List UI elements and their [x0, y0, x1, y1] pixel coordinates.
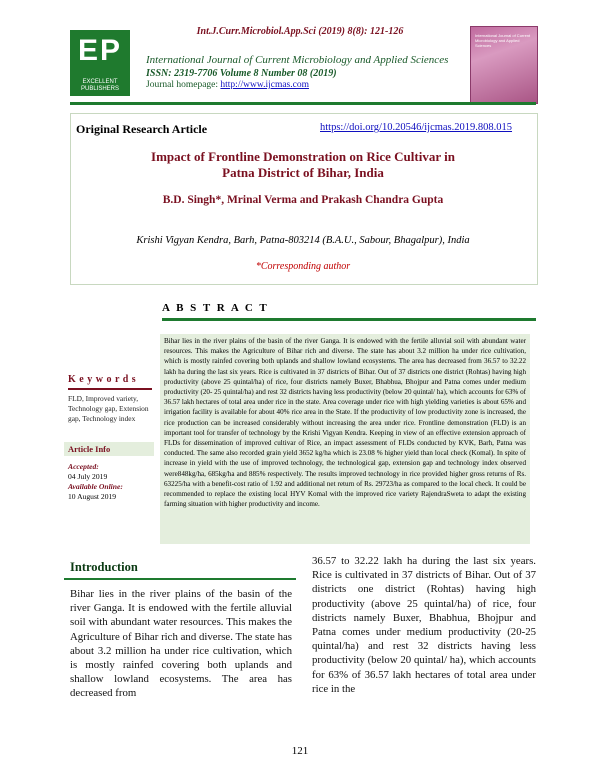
abstract-rule — [162, 318, 536, 321]
keywords-list: FLD, Improved variety, Technology gap, Extension gap, Technology index — [68, 394, 149, 423]
journal-homepage — [146, 80, 309, 90]
homepage-label: Journal homepage: — [146, 80, 221, 90]
logo-letters: EP — [77, 34, 123, 67]
keywords-rule — [68, 388, 152, 390]
introduction-column-1: Bihar lies in the river plains of the basin of the river Ganga. It is endowed with the fertile alluvial soil with abundant water resources. This makes the Agriculture of Bihar rich and diverse. The state has about 3.2 million ha under rice cultivation, which is mostly rainfed covering both uplands and shallow lowland ecosystems. The area has decreased from — [70, 588, 292, 700]
cover-text: International Journal of Current Microbiology and Applied Sciences — [475, 33, 531, 48]
corresponding-author-note: *Corresponding author — [255, 261, 351, 272]
online-date: 10 August 2019 — [68, 492, 117, 501]
article-info-heading: Article Info — [64, 442, 154, 456]
accepted-date: 04 July 2019 — [68, 472, 108, 481]
online-label: Available Online: — [68, 482, 123, 491]
title-line-1: Impact of Frontline Demonstration on Rice Cultivar in — [151, 149, 455, 164]
affiliation: Krishi Vigyan Kendra, Barh, Patna-803214 (B.A.U., Sabour, Bhagalpur), India — [136, 235, 470, 246]
header-rule — [70, 102, 536, 105]
introduction-column-2: 36.57 to 32.22 lakh ha during the last six years. Rice is cultivated in 37 districts of Bihar. Out of 37 districts one district (Rohtas) having high productivity (above 25 quintal/ha) of rice, four districts namely Buxer, Bhabhua, Bhojpur and Patna comes under medium productivity (20-25 quintal/ha) and rest 32 districts having less productivity (below 20 quintal/ ha), which accounts for 63% of 36.57 lakh hectares of total area under rice in the — [312, 555, 536, 695]
publisher-logo — [70, 30, 130, 96]
page-number: 121 — [291, 745, 309, 757]
accepted-label: Accepted: — [68, 462, 99, 471]
authors: B.D. Singh*, Mrinal Verma and Prakash Chandra Gupta — [162, 194, 444, 206]
abstract-text: Bihar lies in the river plains of the basin of the river Ganga. It is endowed with the fertile alluvial soil with abundant water resources. This makes the Agriculture of Bihar rich and diverse. The state has about 3.2 million ha under rice cultivation, which is mostly rainfed covering both uplands and shallow lowland ecosystems. The area has decreased from 36.57 to 32.22 lakh ha during the last six years. Rice is cultivated in 37 districts of Bihar. Out of 37 districts one district (Rohtas) having high productivity (above 25 quintal/ha) of rice, four districts namely Buxer, Bhabhua, Bhojpur and Patna comes under medium productivity (20- 25 quintal/ha) and rest 32 districts having less productivity (below 20 quintal/ ha), which accounts for 63% of 36.57 lakh hectares of total area under rice in the state. Area coverage under rice with high yielding varieties is about 65% and irrigation facility is available for about 40% rice area in the State. If the productivity of low productivity zone is increased, the rice production can be increased considerably without increasing the area under rice. Frontline demonstration (FLD) is an important tool for transfer of technology by the Krishi Vigyan Kendra. Keeping in view of an effective extension approach of FLDs for dissemination of improved cultivar of Rice, an impact assessment of FLDs conducted by KVK, Barh, Patna was conducted. The same also recorded grain yield 3652 kg/ha which is 23.08 % higher yield than local check (Komal). In spite of increase in yield with the use of improved technology, the technological gap, extension gap and technology index observed were848kg/ha, 685kg/ha and 885% respectively. The results improved technology in rice provided higher gross returns of Rs. 63225/ha with a benefit-cost ratio of 1.92 and additional net return of Rs. 29723/ha as compared to the local check. It could be recommended to replace the existing local HYV Komal with the improved rice variety RajendraSweta to adapt the existing farming situation with higher productivity and income. — [160, 334, 530, 544]
logo-text: EXCELLENT PUBLISHERS — [80, 79, 119, 92]
abstract-heading: A B S T R A C T — [162, 302, 269, 314]
article-info — [68, 462, 152, 502]
issn-line: ISSN: 2319-7706 Volume 8 Number 08 (2019) — [146, 68, 337, 79]
journal-reference: Int.J.Curr.Microbiol.App.Sci (2019) 8(8): 121-126 — [196, 26, 404, 37]
keywords-heading: K e y w o r d s — [68, 374, 137, 385]
journal-cover-image — [470, 26, 538, 104]
homepage-link[interactable]: http://www.ijcmas.com — [220, 80, 309, 90]
article-title — [70, 149, 536, 181]
article-type: Original Research Article — [76, 122, 208, 136]
introduction-rule — [64, 578, 296, 580]
journal-name: International Journal of Current Microbiology and Applied Sciences — [146, 54, 449, 66]
doi-link[interactable]: https://doi.org/10.20546/ijcmas.2019.808.015 — [320, 122, 513, 133]
title-line-2: Patna District of Bihar, India — [222, 165, 384, 180]
sidebar-keywords-info — [64, 364, 154, 544]
introduction-heading: Introduction — [70, 560, 138, 574]
